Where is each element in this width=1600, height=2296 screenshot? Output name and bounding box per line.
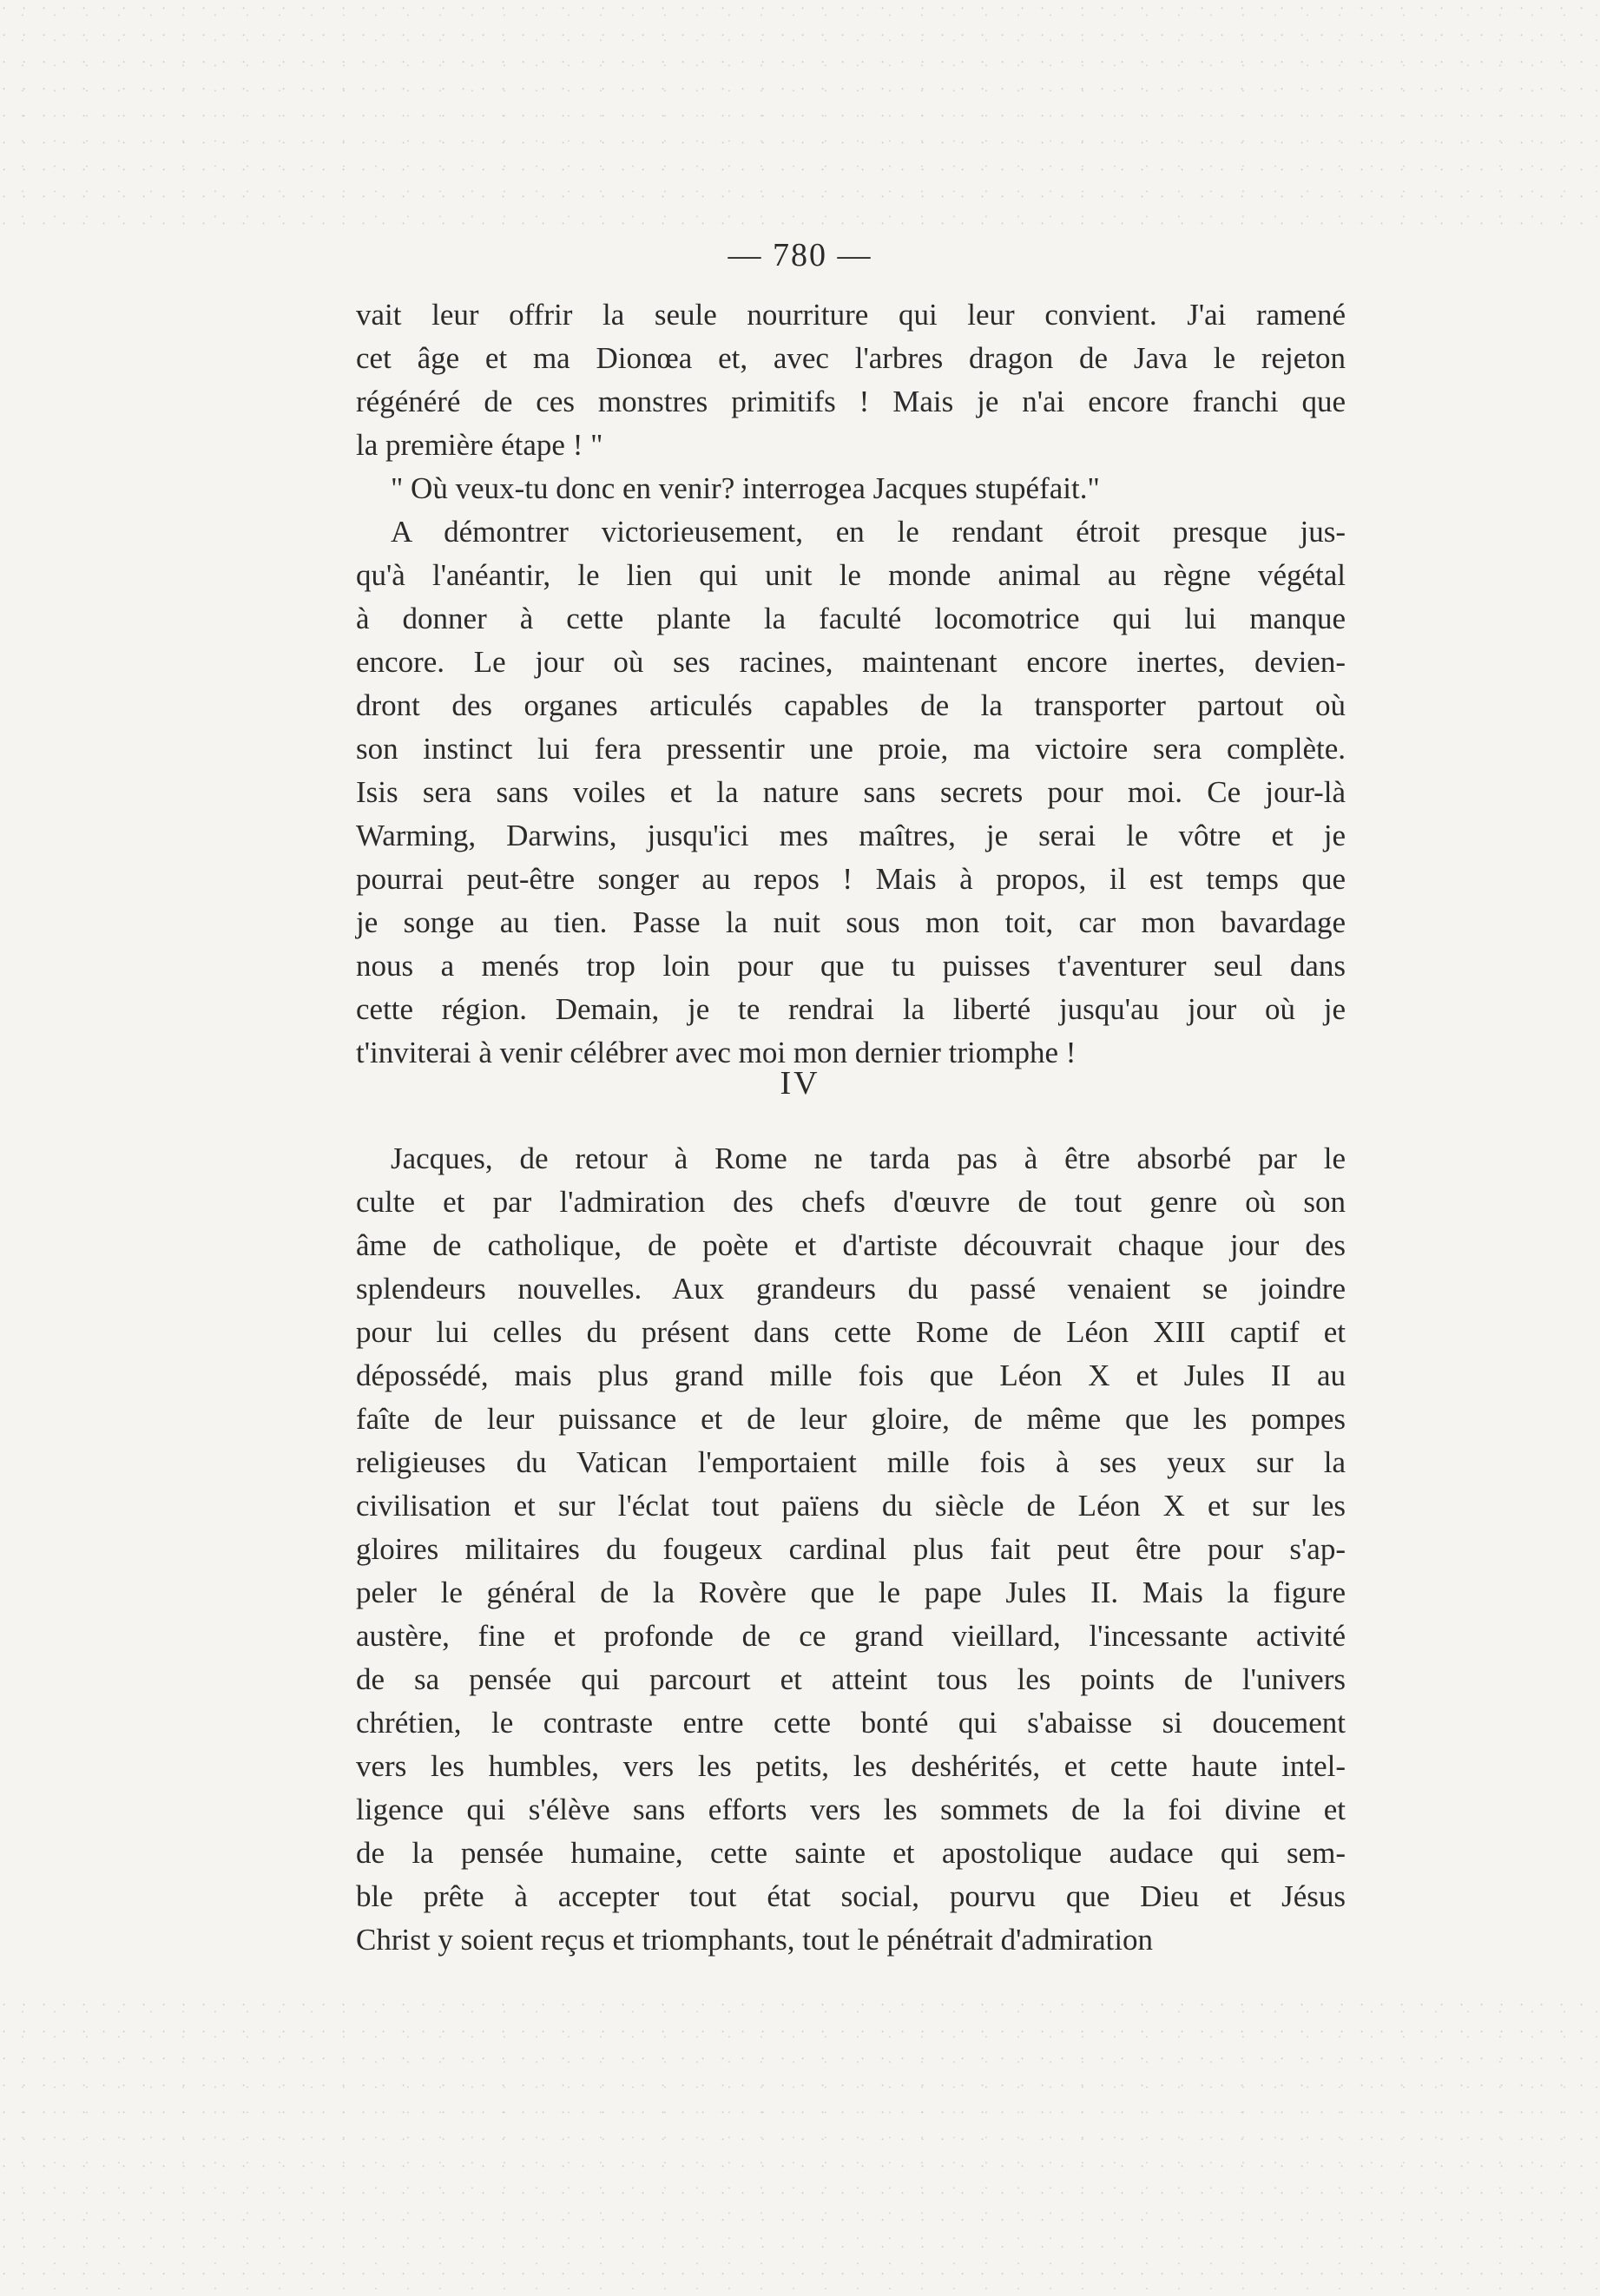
- text-line: civilisation et sur l'éclat tout païens du siècle de Léon X et sur les: [356, 1489, 1346, 1523]
- text-line: Jacques, de retour à Rome ne tarda pas à être absorbé par le: [391, 1141, 1346, 1175]
- section-heading: IV: [780, 1065, 820, 1102]
- text-line: ligence qui s'élève sans efforts vers les sommets de la foi divine et: [356, 1793, 1346, 1826]
- text-line: son instinct lui fera pressentir une proie, ma victoire sera complète.: [356, 732, 1346, 766]
- text-line: pour lui celles du présent dans cette Rome de Léon XIII captif et: [356, 1315, 1346, 1349]
- text-line: à donner à cette plante la faculté locomotrice qui lui manque: [356, 602, 1346, 635]
- text-line: je songe au tien. Passe la nuit sous mon toit, car mon bavardage: [356, 905, 1346, 939]
- text-line: la première étape ! ": [356, 428, 603, 462]
- text-line: vers les humbles, vers les petits, les deshérités, et cette haute intel-: [356, 1749, 1346, 1783]
- text-line: splendeurs nouvelles. Aux grandeurs du passé venaient se joindre: [356, 1272, 1346, 1306]
- text-line: Christ y soient reçus et triomphants, tout le pénétrait d'admiration: [356, 1923, 1154, 1957]
- text-line: chrétien, le contraste entre cette bonté qui s'abaisse si doucement: [356, 1706, 1346, 1740]
- text-line: nous a menés trop loin pour que tu puisses t'aventurer seul dans: [356, 949, 1346, 983]
- text-line: dront des organes articulés capables de la transporter partout où: [356, 688, 1346, 722]
- text-line: encore. Le jour où ses racines, maintenant encore inertes, devien-: [356, 645, 1346, 679]
- text-block-top: [356, 293, 1346, 1075]
- page-number: — 780 —: [728, 237, 872, 273]
- text-block-bottom: [356, 1137, 1346, 1962]
- text-line: Warming, Darwins, jusqu'ici mes maîtres, je serai le vôtre et je: [356, 819, 1346, 852]
- text-line: culte et par l'admiration des chefs d'œuvre de tout genre où son: [356, 1185, 1346, 1219]
- text-line: vait leur offrir la seule nourriture qui leur convient. J'ai ramené: [356, 298, 1346, 332]
- text-line: dépossédé, mais plus grand mille fois que Léon X et Jules II au: [356, 1359, 1346, 1392]
- text-line: A démontrer victorieusement, en le rendant étroit presque jus-: [391, 515, 1346, 549]
- text-line: faîte de leur puissance et de leur gloire, de même que les pompes: [356, 1402, 1346, 1436]
- text-line: qu'à l'anéantir, le lien qui unit le monde animal au règne végétal: [356, 558, 1346, 592]
- text-line: de sa pensée qui parcourt et atteint tous les points de l'univers: [356, 1662, 1346, 1696]
- text-line: ble prête à accepter tout état social, pourvu que Dieu et Jésus: [356, 1879, 1346, 1913]
- text-line: religieuses du Vatican l'emportaient mille fois à ses yeux sur la: [356, 1445, 1346, 1479]
- text-line: de la pensée humaine, cette sainte et apostolique audace qui sem-: [356, 1836, 1346, 1870]
- text-line: cet âge et ma Dionœa et, avec l'arbres dragon de Java le rejeton: [356, 341, 1346, 375]
- text-line: gloires militaires du fougeux cardinal plus fait peut être pour s'ap-: [356, 1532, 1346, 1566]
- text-line: pourrai peut-être songer au repos ! Mais à propos, il est temps que: [356, 862, 1346, 896]
- text-line: " Où veux-tu donc en venir? interrogea Jacques stupéfait.": [391, 471, 1100, 505]
- text-line: Isis sera sans voiles et la nature sans secrets pour moi. Ce jour-là: [356, 775, 1346, 809]
- paper-texture-top: [0, 0, 1600, 226]
- text-line: régénéré de ces monstres primitifs ! Mais je n'ai encore franchi que: [356, 385, 1346, 418]
- text-line: cette région. Demain, je te rendrai la liberté jusqu'au jour où je: [356, 992, 1346, 1026]
- text-line: peler le général de la Rovère que le pape Jules II. Mais la figure: [356, 1576, 1346, 1609]
- text-line: âme de catholique, de poète et d'artiste découvrait chaque jour des: [356, 1228, 1346, 1262]
- text-line: austère, fine et profonde de ce grand vieillard, l'incessante activité: [356, 1619, 1346, 1653]
- paper-texture-bottom: [0, 1997, 1600, 2296]
- text-line: t'inviterai à venir célébrer avec moi mon dernier triomphe !: [356, 1036, 1077, 1069]
